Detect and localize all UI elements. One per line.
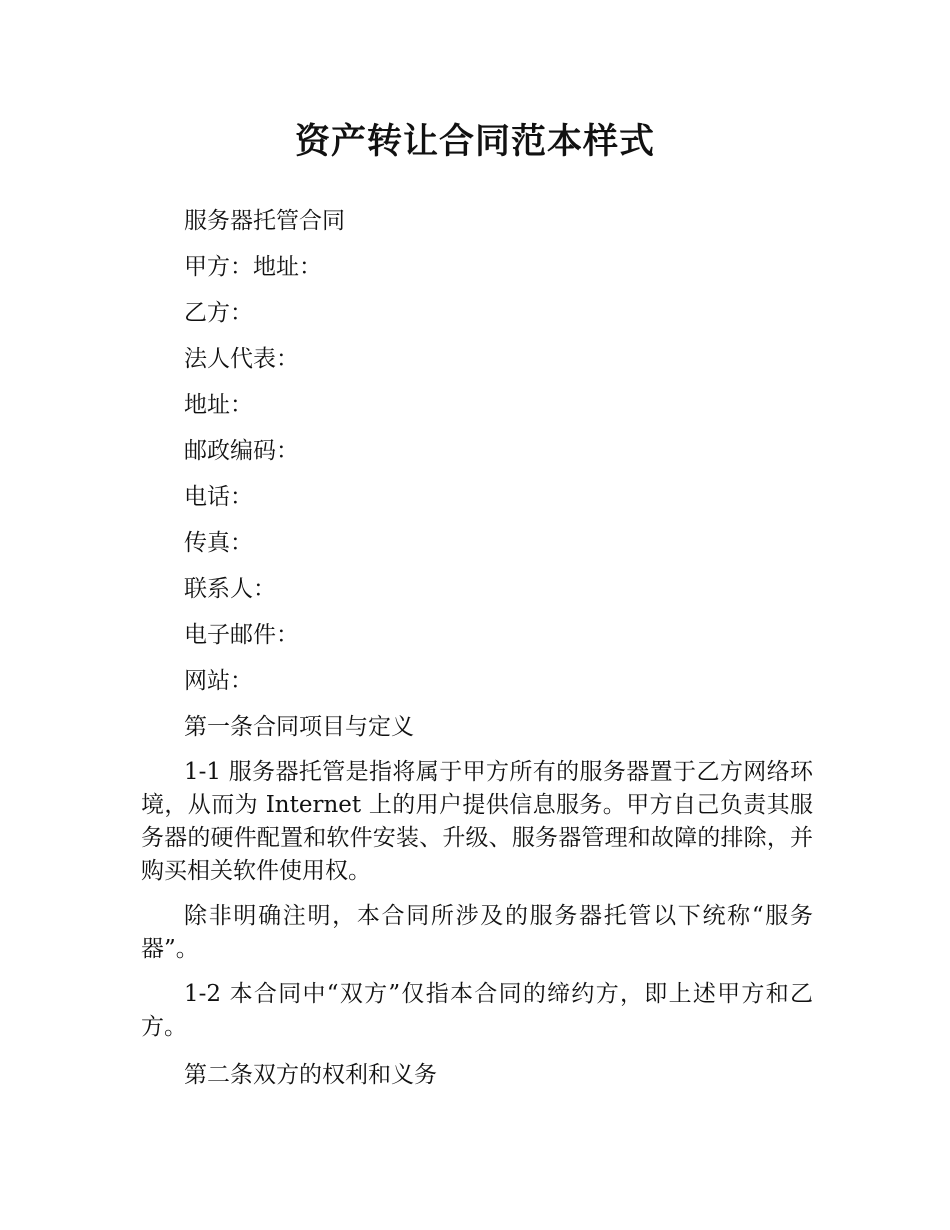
document-body — [141, 198, 813, 1098]
phone-line: 电话： — [184, 484, 253, 510]
clause-1-1-note: 除非明确注明，本合同所涉及的服务器托管以下统称“服务器”。 — [141, 903, 813, 962]
fax-line: 传真： — [184, 530, 253, 556]
postal-code-line: 邮政编码： — [184, 438, 299, 464]
section-1-heading: 第一条合同项目与定义 — [184, 714, 414, 740]
section-2-heading: 第二条双方的权利和义务 — [184, 1062, 437, 1088]
party-a-address-line: 甲方：地址： — [184, 254, 322, 280]
clause-1-2: 1-2 本合同中“双方”仅指本合同的缔约方，即上述甲方和乙方。 — [141, 981, 813, 1040]
legal-representative-line: 法人代表： — [184, 346, 299, 372]
contact-person-line: 联系人： — [184, 576, 276, 602]
contract-name: 服务器托管合同 — [184, 208, 345, 234]
website-line: 网站： — [184, 668, 253, 694]
address-line: 地址： — [184, 392, 253, 418]
email-line: 电子邮件： — [184, 622, 299, 648]
document-title: 资产转让合同范本样式 — [294, 122, 655, 162]
clause-1-1: 1-1 服务器托管是指将属于甲方所有的服务器置于乙方网络环境，从而为 Internet 上的用户提供信息服务。甲方自己负责其服务器的硬件配置和软件安装、升级、服务器管理和故障的排除，并购买相关软件使用权。 — [141, 759, 813, 884]
party-b-line: 乙方： — [184, 300, 253, 326]
